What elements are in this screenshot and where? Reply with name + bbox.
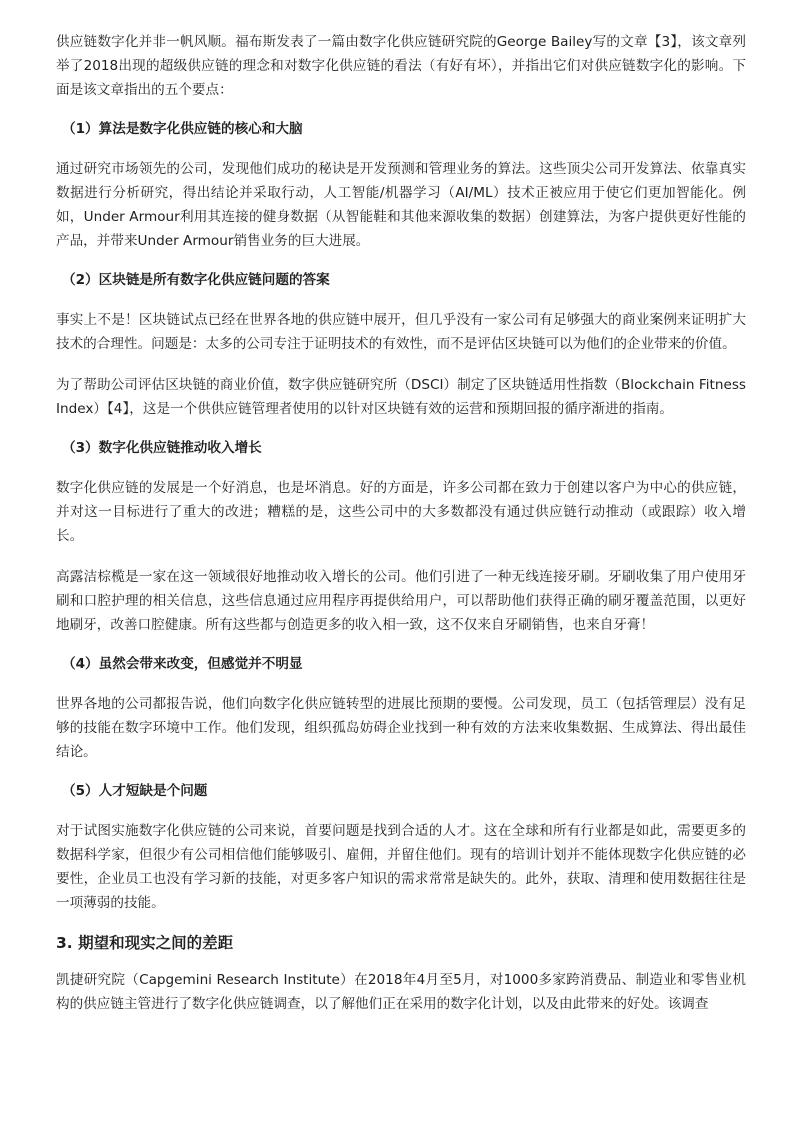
paragraph-point-1: 通过研究市场领先的公司，发现他们成功的秘诀是开发预测和管理业务的算法。这些顶尖公司开发算法、依靠真实数据进行分析研究，得出结论并采取行动，人工智能/机器学习（AI/ML）技术正被应用于使它们更加智能化。例如，Under Armour利用其连接的健身数据（从智能鞋和其他来源收集的数据）创建算法，为客户提供更好性能的产品，并带来Under Armour销售业务的巨大进展。 xyxy=(56,161,746,249)
paragraph-point-3a: 数字化供应链的发展是一个好消息，也是坏消息。好的方面是，许多公司都在致力于创建以客户为中心的供应链，并对这一目标进行了重大的改进；糟糕的是，这些公司中的大多数都没有通过供应链行动推动（或跟踪）收入增长。 xyxy=(56,480,746,544)
paragraph-point-2a: 事实上不是！区块链试点已经在世界各地的供应链中展开，但几乎没有一家公司有足够强大的商业案例来证明扩大技术的合理性。问题是：太多的公司专注于证明技术的有效性，而不是评估区块链可以为他们的企业带来的价值。 xyxy=(56,312,746,352)
paragraph-section-3: 凯捷研究院（Capgemini Research Institute）在2018年4月至5月，对1000多家跨消费品、制造业和零售业机构的供应链主管进行了数字化供应链调查，以了解他们正在采用的数字化计划，以及由此带来的好处。该调查 xyxy=(56,972,746,1012)
heading-point-4: （4）虽然会带来改变，但感觉并不明显 xyxy=(62,656,303,672)
paragraph-point-2b: 为了帮助公司评估区块链的商业价值，数字供应链研究所（DSCI）制定了区块链适用性指数（Blockchain Fitness Index）【4】，这是一个供供应链管理者使用的以针对区块链有效的运营和预期回报的循序渐进的指南。 xyxy=(56,377,746,417)
document-page xyxy=(56,30,746,1033)
paragraph-point-3b: 高露洁棕榄是一家在这一领域很好地推动收入增长的公司。他们引进了一种无线连接牙刷。牙刷收集了用户使用牙刷和口腔护理的相关信息，这些信息通过应用程序再提供给用户，可以帮助他们获得正确的刷牙覆盖范围，以更好地刷牙，改善口腔健康。所有这些都与创造更多的收入相一致，这不仅来自牙刷销售，也来自牙膏！ xyxy=(56,569,746,633)
paragraph-intro: 供应链数字化并非一帆风顺。福布斯发表了一篇由数字化供应链研究院的George Bailey写的文章【3】，该文章列举了2018出现的超级供应链的理念和对数字化供应链的看法（有好有坏），并指出它们对供应链数字化的影响。下面是该文章指出的五个要点： xyxy=(56,34,746,98)
heading-point-5: （5）人才短缺是个问题 xyxy=(62,783,208,799)
section-heading-3: 3. 期望和现实之间的差距 xyxy=(56,934,234,952)
paragraph-point-5: 对于试图实施数字化供应链的公司来说，首要问题是找到合适的人才。这在全球和所有行业都是如此，需要更多的数据科学家，但很少有公司相信他们能够吸引、雇佣，并留住他们。现有的培训计划并不能体现数字化供应链的必要性，企业员工也没有学习新的技能，对更多客户知识的需求常常是缺失的。此外，获取、清理和使用数据往往是一项薄弱的技能。 xyxy=(56,823,746,911)
heading-point-2: （2）区块链是所有数字化供应链问题的答案 xyxy=(62,272,330,288)
heading-point-1: （1）算法是数字化供应链的核心和大脑 xyxy=(62,121,303,137)
heading-point-3: （3）数字化供应链推动收入增长 xyxy=(62,440,262,456)
paragraph-point-4: 世界各地的公司都报告说，他们向数字化供应链转型的进展比预期的要慢。公司发现，员工（包括管理层）没有足够的技能在数字环境中工作。他们发现，组织孤岛妨碍企业找到一种有效的方法来收集数据、生成算法、得出最佳结论。 xyxy=(56,696,746,760)
